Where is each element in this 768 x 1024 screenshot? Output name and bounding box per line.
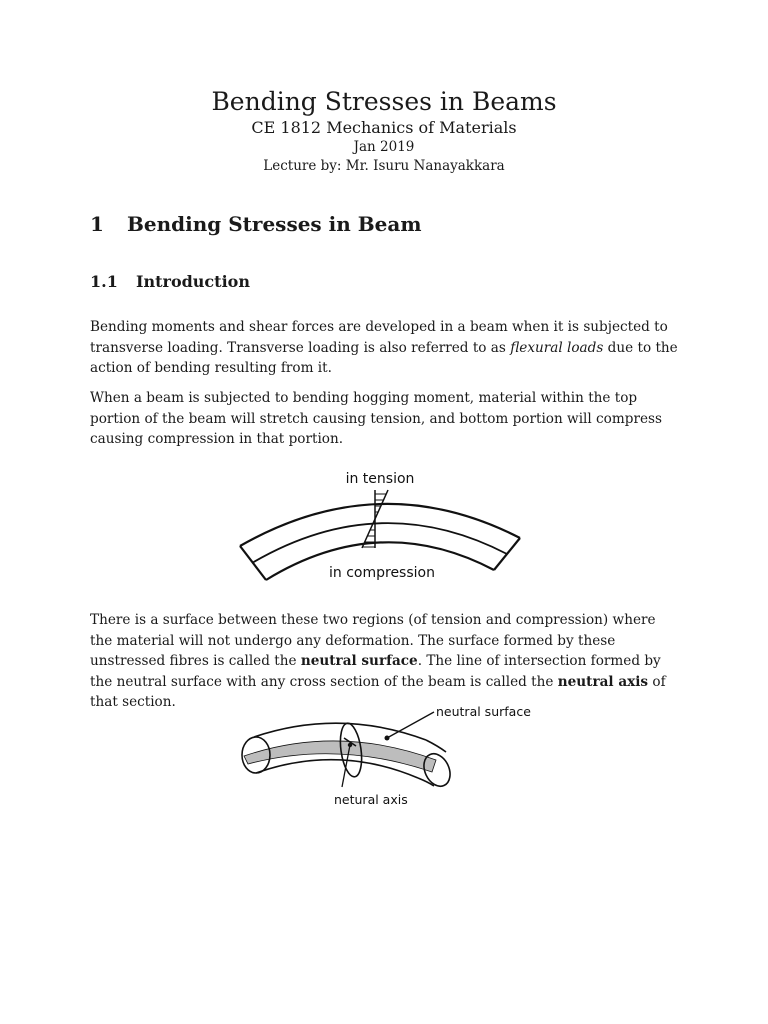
- paragraph-neutral-text-d: of that section.: [90, 673, 666, 710]
- title-block: [0, 86, 768, 176]
- paragraph-intro-emphasis: flexural loads: [510, 339, 604, 356]
- course-name: CE 1812 Mechanics of Materials: [251, 118, 517, 137]
- section-title: Bending Stresses in Beam: [127, 212, 422, 236]
- pointer-dot-surface: [385, 736, 390, 741]
- label-in-tension: in tension: [345, 471, 415, 487]
- subsection-heading: [90, 272, 250, 291]
- document-title: Bending Stresses in Beams: [211, 87, 557, 116]
- beam-left-end: [240, 546, 266, 580]
- label-netural-axis: netural axis: [334, 792, 408, 807]
- section-number: 1: [90, 212, 104, 236]
- beam-tail-top: [426, 740, 446, 752]
- lecturer-line: Lecture by: Mr. Isuru Nanayakkara: [263, 158, 505, 174]
- term-neutral-surface: neutral surface: [300, 653, 418, 669]
- paragraph-intro-text-b: due to the action of bending resulting from it.: [90, 339, 678, 376]
- figure-bent-beam-stress: [230, 466, 530, 590]
- paragraph-neutral-text-c: . The line of intersection formed by the neutral surface with any cross section of the beam is called the: [90, 653, 661, 690]
- subsection-title: Introduction: [136, 272, 250, 291]
- paragraph-intro-text-a: Bending moments and shear forces are developed in a beam when it is subjected to transverse loading. Transverse loading is also referred to as: [90, 319, 668, 356]
- label-in-compression: in compression: [329, 565, 435, 581]
- pointer-dot-axis: [348, 743, 352, 747]
- beam-right-end: [494, 538, 520, 570]
- subsection-number: 1.1: [90, 272, 118, 291]
- section-heading: [90, 212, 422, 236]
- label-neutral-surface: neutral surface: [436, 704, 531, 719]
- paragraph-hogging: When a beam is subjected to bending hogging moment, material within the top portion of the beam will stretch causing tension, and bottom portion will compress causing compression in that portion.: [90, 390, 662, 447]
- document-date: Jan 2019: [353, 139, 415, 155]
- figure-neutral-surface: [230, 700, 540, 812]
- paragraph-intro: [90, 317, 680, 379]
- term-neutral-axis: neutral axis: [557, 673, 649, 690]
- paragraph-neutral-text-a: There is a surface between these two regions (of tension and compression) where the material will not undergo any deformation. The surface formed by these unstressed fibres is called the: [90, 612, 656, 669]
- paragraph-neutral: [90, 610, 680, 713]
- beam-bottom-outline: [256, 760, 418, 778]
- beam-top-edge: [240, 504, 520, 546]
